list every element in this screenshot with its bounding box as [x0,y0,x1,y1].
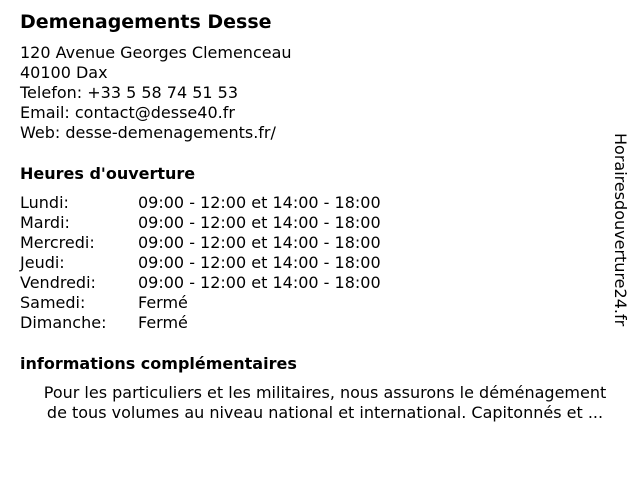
address-street: 120 Avenue Georges Clemenceau [20,43,292,62]
info-line: Pour les particuliers et les militaires, nous assurons le déménagement [43,383,607,402]
day-label: Dimanche: [20,313,107,332]
address-city: 40100 Dax [20,63,108,82]
contact-block [20,43,610,143]
info-heading: informations complémentaires [20,354,297,373]
hours-row-wednesday [20,233,610,253]
business-name: Demenagements Desse [20,11,272,33]
phone-number: Telefon: +33 5 58 74 51 53 [20,83,239,102]
hours-row-thursday [20,253,610,273]
business-card [20,10,610,423]
info-description [20,383,630,423]
hours-row-saturday [20,293,610,313]
website: Web: desse-demenagements.fr/ [20,123,276,142]
day-hours: 09:00 - 12:00 et 14:00 - 18:00 [138,233,381,252]
day-label: Vendredi: [20,273,96,292]
day-hours: 09:00 - 12:00 et 14:00 - 18:00 [138,273,381,292]
day-hours: 09:00 - 12:00 et 14:00 - 18:00 [138,253,381,272]
hours-row-tuesday [20,213,610,233]
hours-row-friday [20,273,610,293]
day-hours: 09:00 - 12:00 et 14:00 - 18:00 [138,213,381,232]
day-hours: Fermé [138,293,188,312]
day-label: Jeudi: [20,253,65,272]
day-hours: Fermé [138,313,188,332]
day-label: Mercredi: [20,233,95,252]
hours-row-monday [20,193,610,213]
day-label: Samedi: [20,293,86,312]
hours-row-sunday [20,313,610,333]
hours-heading: Heures d'ouverture [20,164,196,183]
day-label: Mardi: [20,213,70,232]
hours-table [20,193,610,333]
day-label: Lundi: [20,193,69,212]
email-address: Email: contact@desse40.fr [20,103,235,122]
info-line: de tous volumes au niveau national et international. Capitonnés et ... [46,403,604,422]
watermark: Horairesdouverture24.fr [611,133,630,327]
day-hours: 09:00 - 12:00 et 14:00 - 18:00 [138,193,381,212]
